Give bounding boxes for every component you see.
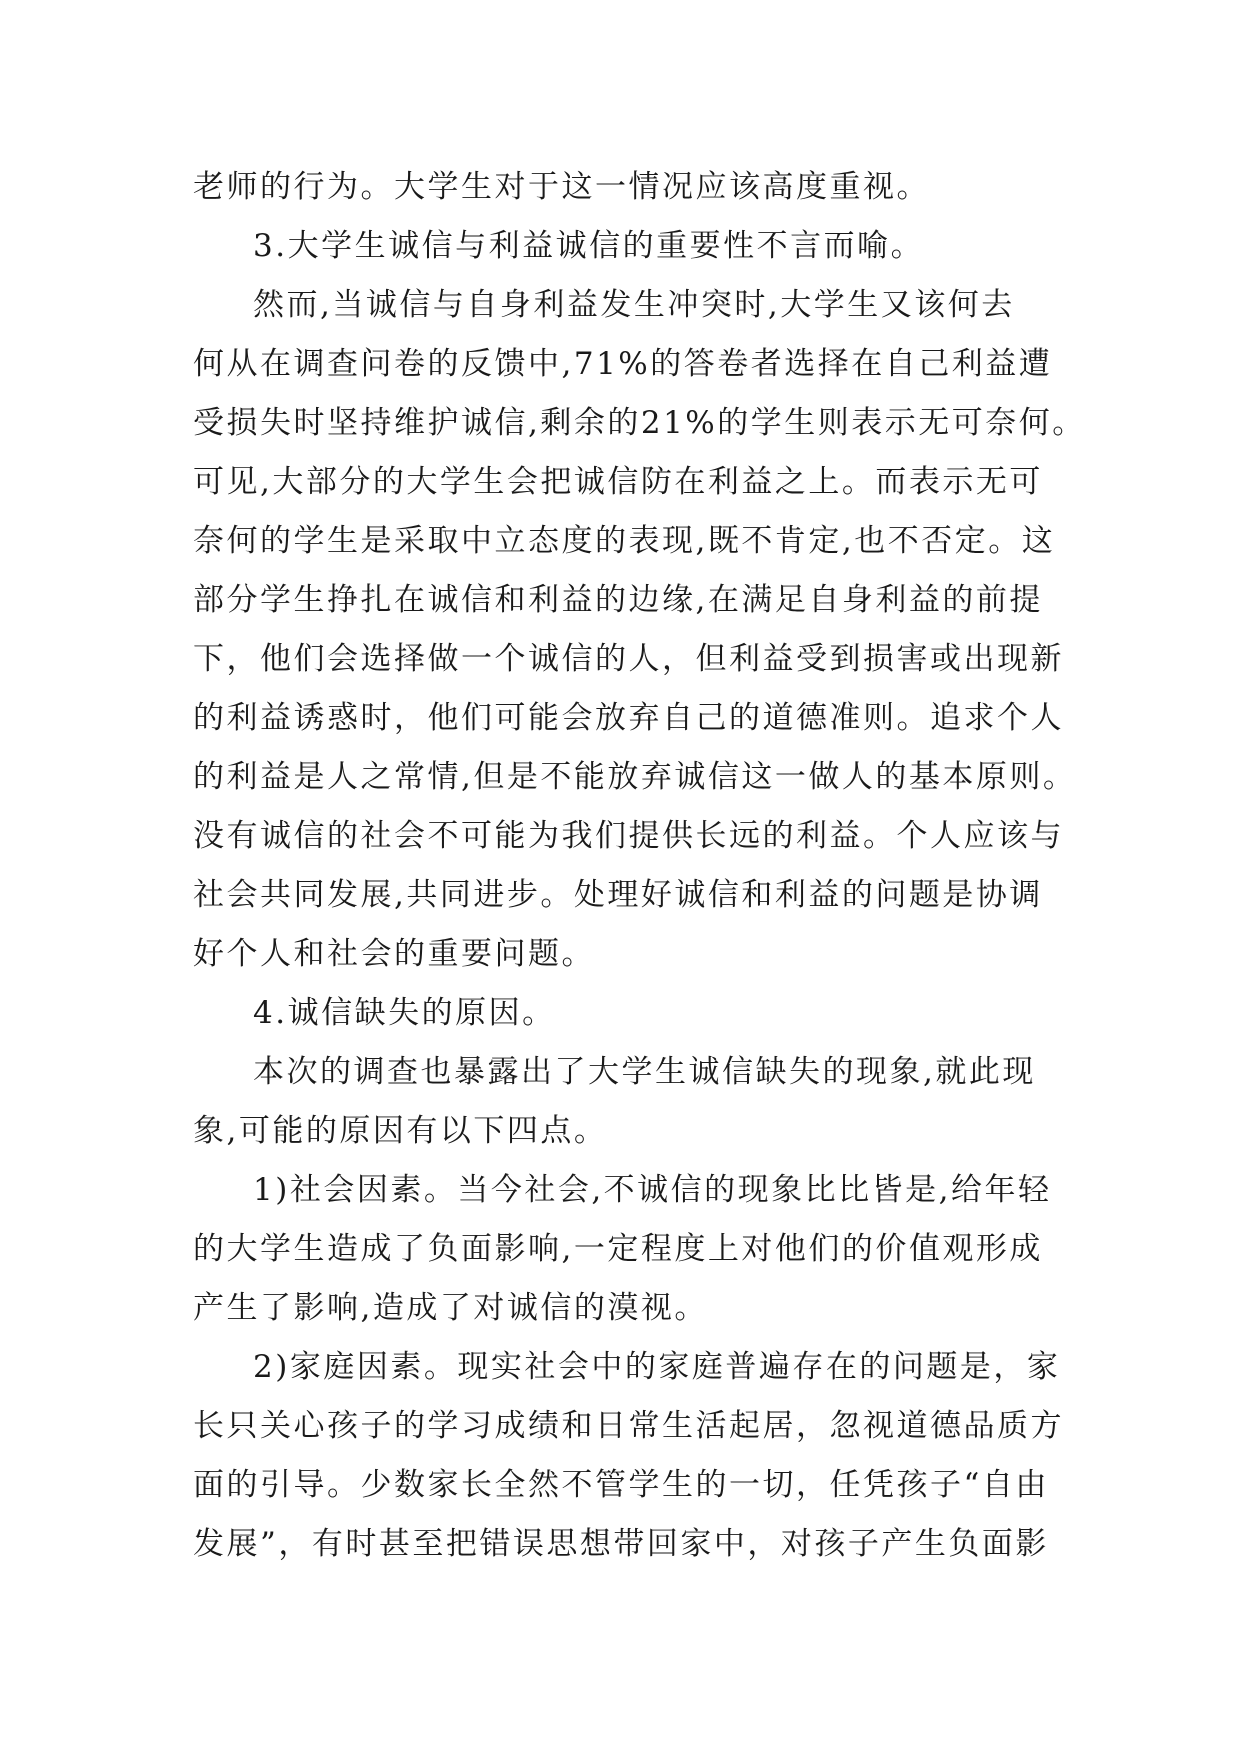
text-line: 社会共同发展,共同进步。处理好诚信和利益的问题是协调 xyxy=(193,877,1043,913)
text-line: 的利益诱惑时，他们可能会放弃自己的道德准则。追求个人 xyxy=(193,700,1064,736)
text-line: 没有诚信的社会不可能为我们提供长远的利益。个人应该与 xyxy=(193,818,1064,854)
text-line: 受损失时坚持维护诚信,剩余的21%的学生则表示无可奈何。 xyxy=(193,405,1086,441)
text-line: 好个人和社会的重要问题。 xyxy=(193,936,595,972)
text-line: 长只关心孩子的学习成绩和日常生活起居，忽视道德品质方 xyxy=(193,1408,1064,1444)
text-line: 的大学生造成了负面影响,一定程度上对他们的价值观形成 xyxy=(193,1231,1043,1267)
body-text xyxy=(193,158,1086,1574)
text-line: 4.诚信缺失的原因。 xyxy=(253,995,556,1031)
text-line: 部分学生挣扎在诚信和利益的边缘,在满足自身利益的前提 xyxy=(193,582,1043,618)
text-line: 可见,大部分的大学生会把诚信防在利益之上。而表示无可 xyxy=(193,464,1043,500)
text-line: 象,可能的原因有以下四点。 xyxy=(193,1113,608,1149)
text-line: 1)社会因素。当今社会,不诚信的现象比比皆是,给年轻 xyxy=(253,1172,1052,1208)
text-line: 2)家庭因素。现实社会中的家庭普遍存在的问题是，家 xyxy=(253,1349,1061,1385)
text-line: 下，他们会选择做一个诚信的人，但利益受到损害或出现新 xyxy=(193,641,1064,677)
text-line: 3.大学生诚信与利益诚信的重要性不言而喻。 xyxy=(253,228,925,264)
text-line: 然而,当诚信与自身利益发生冲突时,大学生又该何去 xyxy=(253,287,1015,323)
text-line: 发展”，有时甚至把错误思想带回家中，对孩子产生负面影 xyxy=(193,1526,1049,1562)
text-line: 奈何的学生是采取中立态度的表现,既不肯定,也不否定。这 xyxy=(193,523,1056,559)
text-line: 何从在调查问卷的反馈中,71%的答卷者选择在自己利益遭 xyxy=(193,346,1053,382)
text-line: 本次的调查也暴露出了大学生诚信缺失的现象,就此现 xyxy=(253,1054,1036,1090)
text-line: 的利益是人之常情,但是不能放弃诚信这一做人的基本原则。 xyxy=(193,759,1077,795)
text-line: 老师的行为。大学生对于这一情况应该高度重视。 xyxy=(193,169,930,205)
text-line: 产生了影响,造成了对诚信的漠视。 xyxy=(193,1290,708,1326)
text-line: 面的引导。少数家长全然不管学生的一切，任凭孩子“自由 xyxy=(193,1467,1049,1503)
